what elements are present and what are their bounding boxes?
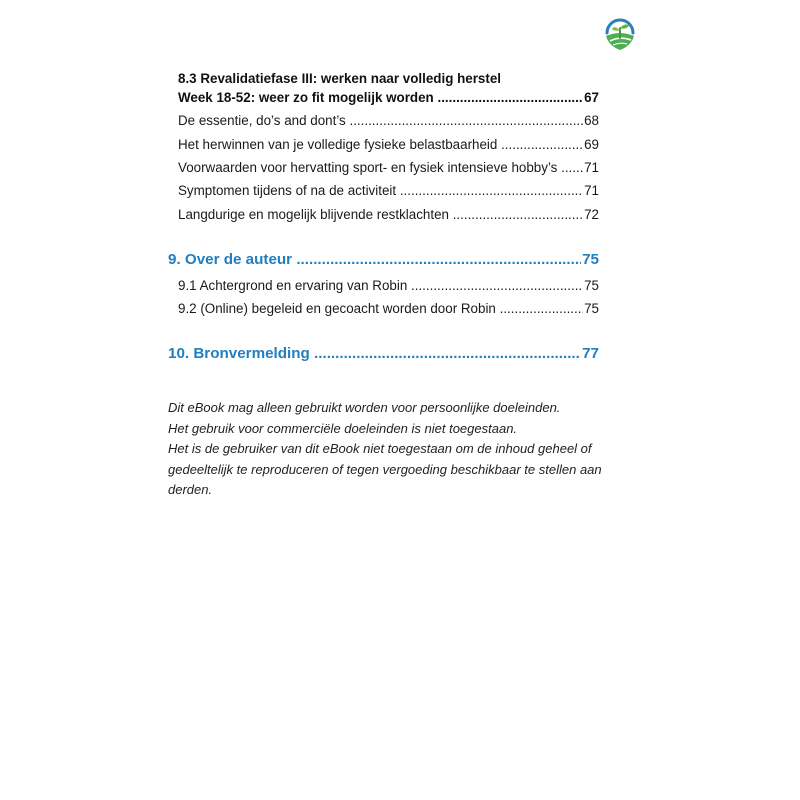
notice-line: Het gebruik voor commerciële doeleinden is niet toegestaan. [168,420,518,436]
usage-notice [168,398,608,501]
toc-entry-page: 68 [584,113,599,128]
chapter-label: 9. Over de auteur [168,251,293,268]
toc-entry-page: 67 [584,90,599,105]
toc-entry-label: Het herwinnen van je volledige fysieke belastbaarheid [178,137,498,152]
leader-dots [496,300,583,317]
toc-entry-label: De essentie, do’s and dont’s [178,113,346,128]
toc-entry[interactable] [178,112,599,129]
chapter-page: 77 [582,345,599,362]
toc-entry-label: 9.2 (Online) begeleid en gecoacht worden door Robin [178,301,496,316]
notice-line: Het is de gebruiker van dit eBook niet toegestaan om de inhoud geheel of gedeeltelijk te reproduceren of tegen vergoeding beschikbaar te stellen aan derden. [168,441,602,497]
toc-entry-page: 71 [584,183,599,198]
section-8-3-subtitle-entry[interactable] [178,89,599,106]
leader-dots [310,344,581,364]
leader-dots [557,159,583,176]
toc-entry[interactable] [178,136,599,153]
chapter-page: 75 [582,251,599,268]
toc-entry-label: 9.1 Achtergrond en ervaring van Robin [178,278,408,293]
leader-dots [346,112,583,129]
leader-dots [292,250,581,270]
toc-entry-page: 69 [584,137,599,152]
toc-entry[interactable] [178,159,599,176]
toc-entry-page: 75 [584,301,599,316]
toc-entry[interactable] [178,277,599,294]
chapter-label: 10. Bronvermelding [168,345,310,362]
toc-entry-page: 75 [584,278,599,293]
toc-entry-label: Week 18-52: weer zo fit mogelijk worden [178,90,434,105]
leader-dots [396,182,583,199]
leader-dots [449,206,583,223]
leader-dots [407,277,583,294]
toc-entry-label: Symptomen tijdens of na de activiteit [178,183,397,198]
leader-dots [434,89,583,106]
toc-entry-label: Voorwaarden voor hervatting sport- en fysiek intensieve hobby’s [178,160,558,175]
toc-entry[interactable] [178,206,599,223]
leader-dots [497,136,583,153]
chapter-9-entry[interactable] [168,250,599,270]
section-8-3-title[interactable]: 8.3 Revalidatiefase III: werken naar volledig herstel [178,71,502,86]
sprout-logo-icon [603,16,637,52]
toc-entry-page: 72 [584,207,599,222]
chapter-10-entry[interactable] [168,344,599,364]
toc-entry[interactable] [178,182,599,199]
toc-entry[interactable] [178,300,599,317]
notice-line: Dit eBook mag alleen gebruikt worden voor persoonlijke doeleinden. [168,400,561,415]
toc-entry-label: Langdurige en mogelijk blijvende restklachten [178,207,449,222]
toc-entry-page: 71 [584,160,599,175]
